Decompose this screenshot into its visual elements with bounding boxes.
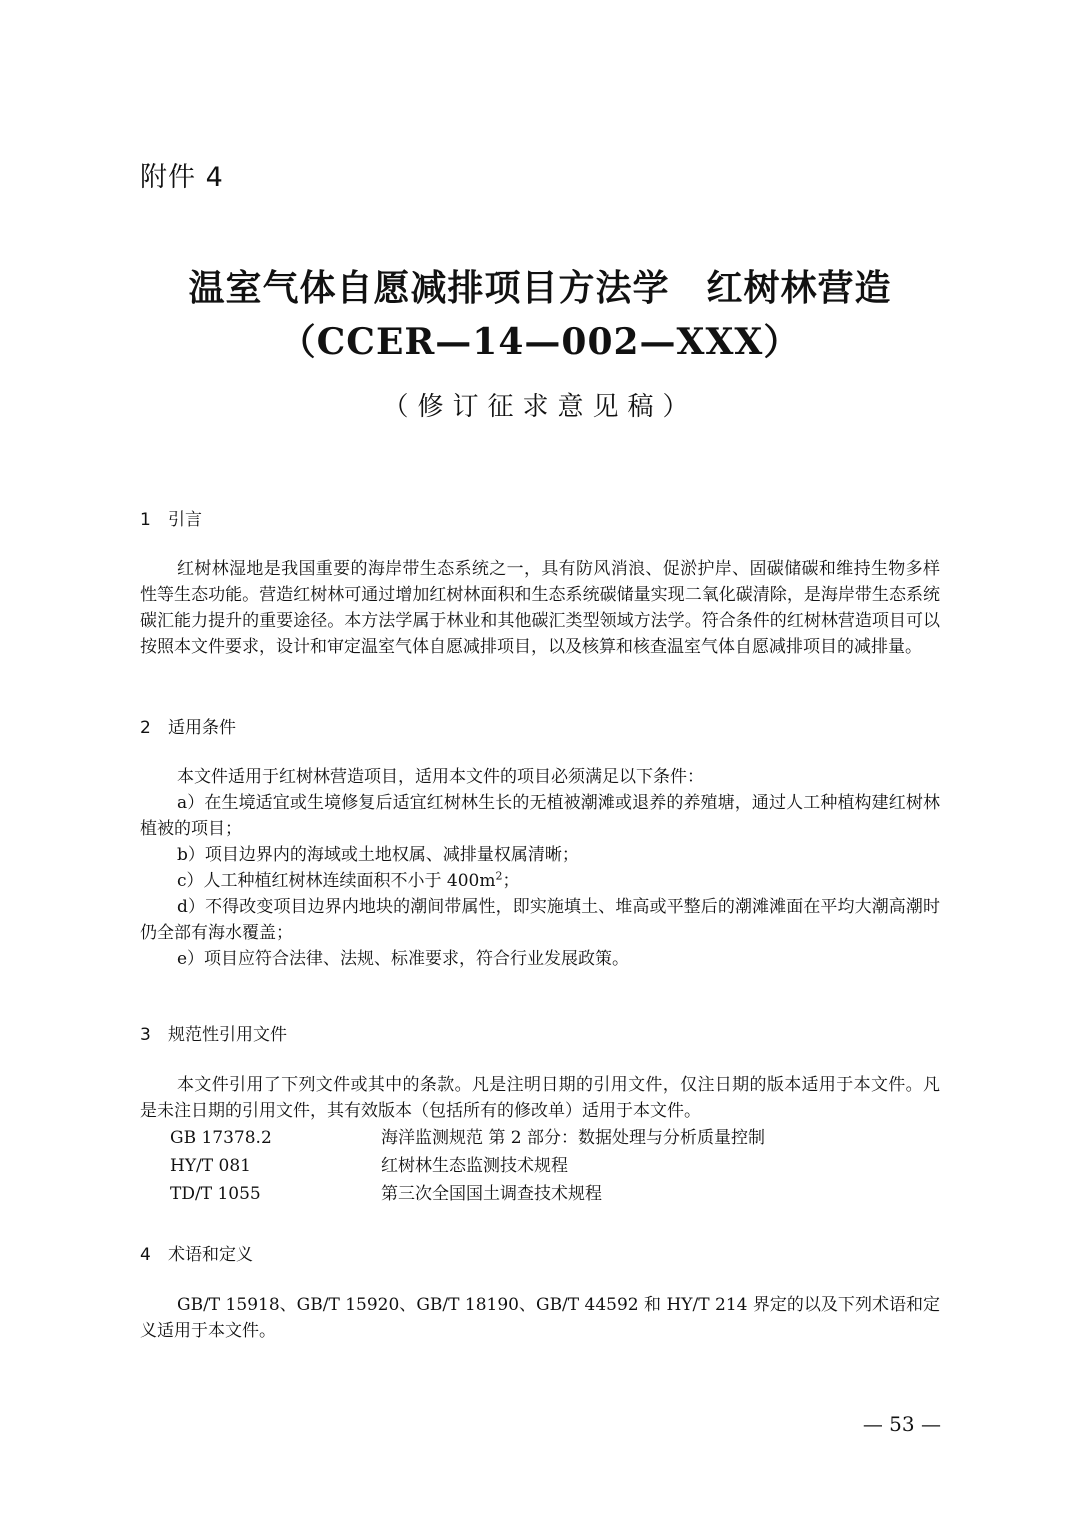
- condition-c: [140, 868, 940, 894]
- superscript: 2: [495, 869, 503, 883]
- condition-b: b）项目边界内的海域或土地权属、减排量权属清晰；: [177, 845, 579, 865]
- reference-row: [170, 1180, 930, 1208]
- condition-c-text: c）人工种植红树林连续面积不小于 400m: [177, 871, 496, 891]
- reference-code: GB 17378.2: [170, 1128, 272, 1148]
- section-number: 1: [140, 510, 151, 530]
- section-title: 适用条件: [168, 718, 236, 738]
- condition-a: a）在生境适宜或生境修复后适宜红树林生长的无植被潮滩或退养的养殖塘，通过人工种植构建红树林植被的项目；: [140, 793, 940, 839]
- condition-e: e）项目应符合法律、法规、标准要求，符合行业发展政策。: [177, 949, 630, 969]
- document-title: 温室气体自愿减排项目方法学 红树林营造: [188, 267, 892, 309]
- section-number: 4: [140, 1245, 151, 1265]
- section-heading-applicability: [140, 713, 236, 738]
- reference-code: TD/T 1055: [170, 1184, 261, 1204]
- references-paragraph: 本文件引用了下列文件或其中的条款。凡是注明日期的引用文件，仅注日期的版本适用于本文件。凡是未注日期的引用文件，其有效版本（包括所有的修改单）适用于本文件。: [140, 1075, 940, 1121]
- reference-title: 第三次全国国土调查技术规程: [381, 1184, 602, 1204]
- section-title: 术语和定义: [168, 1245, 253, 1265]
- page-number: — 53 —: [862, 1412, 941, 1436]
- applicability-intro: 本文件适用于红树林营造项目，适用本文件的项目必须满足以下条件：: [177, 767, 704, 787]
- attachment-label: 附件 4: [140, 162, 224, 193]
- introduction-paragraph: 红树林湿地是我国重要的海岸带生态系统之一，具有防风消浪、促淤护岸、固碳储碳和维持生物多样性等生态功能。营造红树林可通过增加红树林面积和生态系统碳储量实现二氧化碳清除，是海岸带生态系统碳汇能力提升的重要途径。本方法学属于林业和其他碳汇类型领域方法学。符合条件的红树林营造项目可以按照本文件要求，设计和审定温室气体自愿减排项目，以及核算和核查温室气体自愿减排项目的减排量。: [140, 559, 940, 657]
- reference-row: [170, 1152, 930, 1180]
- section-number: 2: [140, 718, 151, 738]
- document-subtitle: （修订征求意见稿）: [382, 392, 698, 422]
- section-title: 引言: [168, 510, 202, 530]
- section-title: 规范性引用文件: [168, 1025, 287, 1045]
- applicability-list: [140, 764, 940, 972]
- reference-code: HY/T 081: [170, 1156, 251, 1176]
- section-heading-introduction: [140, 505, 202, 530]
- section-heading-terms: [140, 1240, 253, 1265]
- reference-title: 海洋监测规范 第 2 部分：数据处理与分析质量控制: [381, 1128, 766, 1148]
- condition-d: d）不得改变项目边界内地块的潮间带属性，即实施填土、堆高或平整后的潮滩滩面在平均大潮高潮时仍全部有海水覆盖；: [140, 897, 940, 943]
- terms-paragraph: GB/T 15918、GB/T 15920、GB/T 18190、GB/T 44592 和 HY/T 214 界定的以及下列术语和定义适用于本文件。: [140, 1295, 940, 1341]
- reference-list: [170, 1124, 930, 1208]
- document-code: （CCER—14—002—XXX）: [279, 321, 801, 363]
- reference-row: [170, 1124, 930, 1152]
- reference-title: 红树林生态监测技术规程: [381, 1156, 568, 1176]
- section-heading-normative-references: [140, 1020, 287, 1045]
- section-number: 3: [140, 1025, 151, 1045]
- condition-c-end: ；: [502, 871, 520, 891]
